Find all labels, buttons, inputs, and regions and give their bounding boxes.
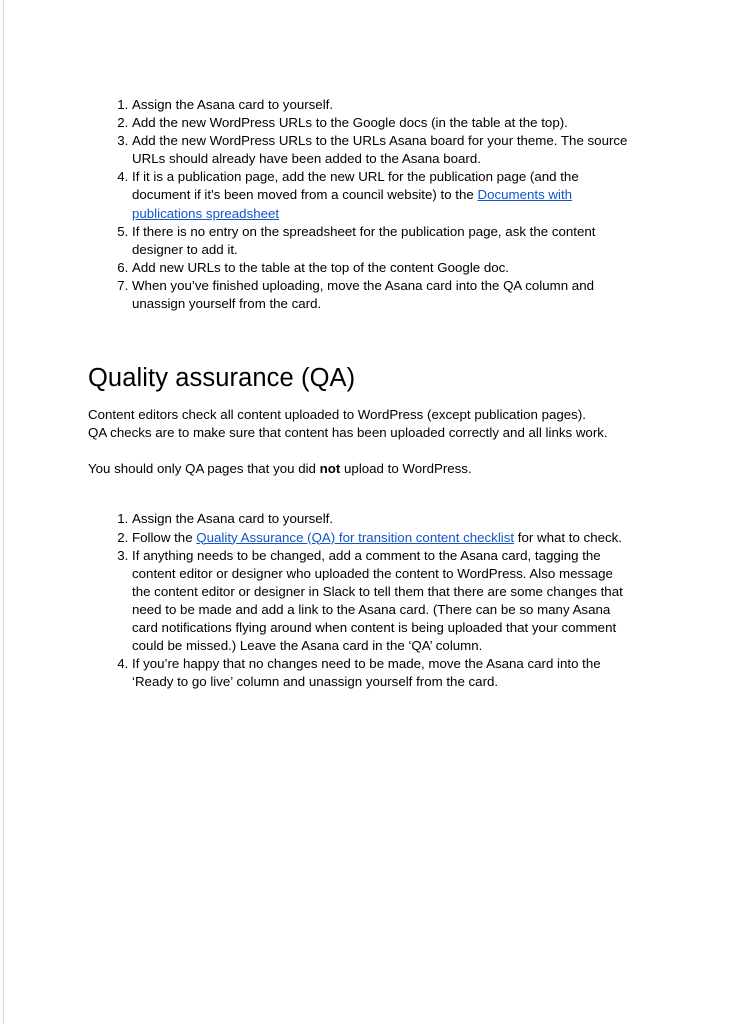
qa-intro-line-2: QA checks are to make sure that content has been uploaded correctly and all links work. xyxy=(88,425,608,441)
qa-transition-content-checklist-link[interactable]: Quality Assurance (QA) for transition content checklist xyxy=(196,529,515,545)
page-left-border xyxy=(3,0,4,1024)
spacer-list-to-heading xyxy=(88,313,633,363)
qa-note: You should only QA pages that you did not upload to WordPress. xyxy=(88,461,472,477)
list-item: 4. If you’re happy that no changes need to be made, move the Asana card into the ‘Ready to go live’ column and unassign yourself from the card. xyxy=(132,655,633,691)
list-item: 1. Assign the Asana card to yourself. xyxy=(132,96,633,114)
qa-intro-line-1: Content editors check all content uploaded to WordPress (except publication pages). xyxy=(88,407,586,423)
list-item: 6. Add new URLs to the table at the top of the content Google doc. xyxy=(132,259,633,277)
upload-steps-list xyxy=(88,96,633,313)
emphasis-text: not xyxy=(319,461,341,477)
spacer-heading-to-paragraph xyxy=(88,393,633,406)
list-item: 1. Assign the Asana card to yourself. xyxy=(132,510,633,528)
document-content xyxy=(88,96,633,691)
list-item: 4. If it is a publication page, add the new URL for the publication page (and the document if it's been moved from a council website) to the Documents with publications spreadsheet xyxy=(132,168,633,222)
qa-steps-list xyxy=(88,510,633,691)
spacer-paragraph-to-list xyxy=(88,478,633,510)
list-item: 7. When you’ve finished uploading, move the Asana card into the QA column and unassign yourself from the card. xyxy=(132,277,633,313)
list-item: 2. Add the new WordPress URLs to the Google docs (in the table at the top). xyxy=(132,114,633,132)
list-item: 3. Add the new WordPress URLs to the URLs Asana board for your theme. The source URLs should already have been added to the Asana board. xyxy=(132,132,633,168)
spacer-paragraph-gap xyxy=(88,442,633,460)
page-title: Quality assurance (QA) xyxy=(88,364,356,393)
list-item: 5. If there is no entry on the spreadsheet for the publication page, ask the content designer to add it. xyxy=(132,223,633,259)
list-item: 2. Follow the Quality Assurance (QA) for transition content checklist for what to check. xyxy=(132,529,633,547)
documents-with-publications-spreadsheet-link[interactable]: Documents with publications spreadsheet xyxy=(132,187,573,221)
list-item: 3. If anything needs to be changed, add a comment to the Asana card, tagging the content editor or designer who uploaded the content to WordPress. Also message the content editor or designer in Slack to tell them that there are some changes that need to be made and add a link to the Asana card. (There can be so many Asana card notifications flying around when content is being uploaded that your comment could be missed.) Leave the Asana card in the ‘QA’ column. xyxy=(132,547,633,656)
